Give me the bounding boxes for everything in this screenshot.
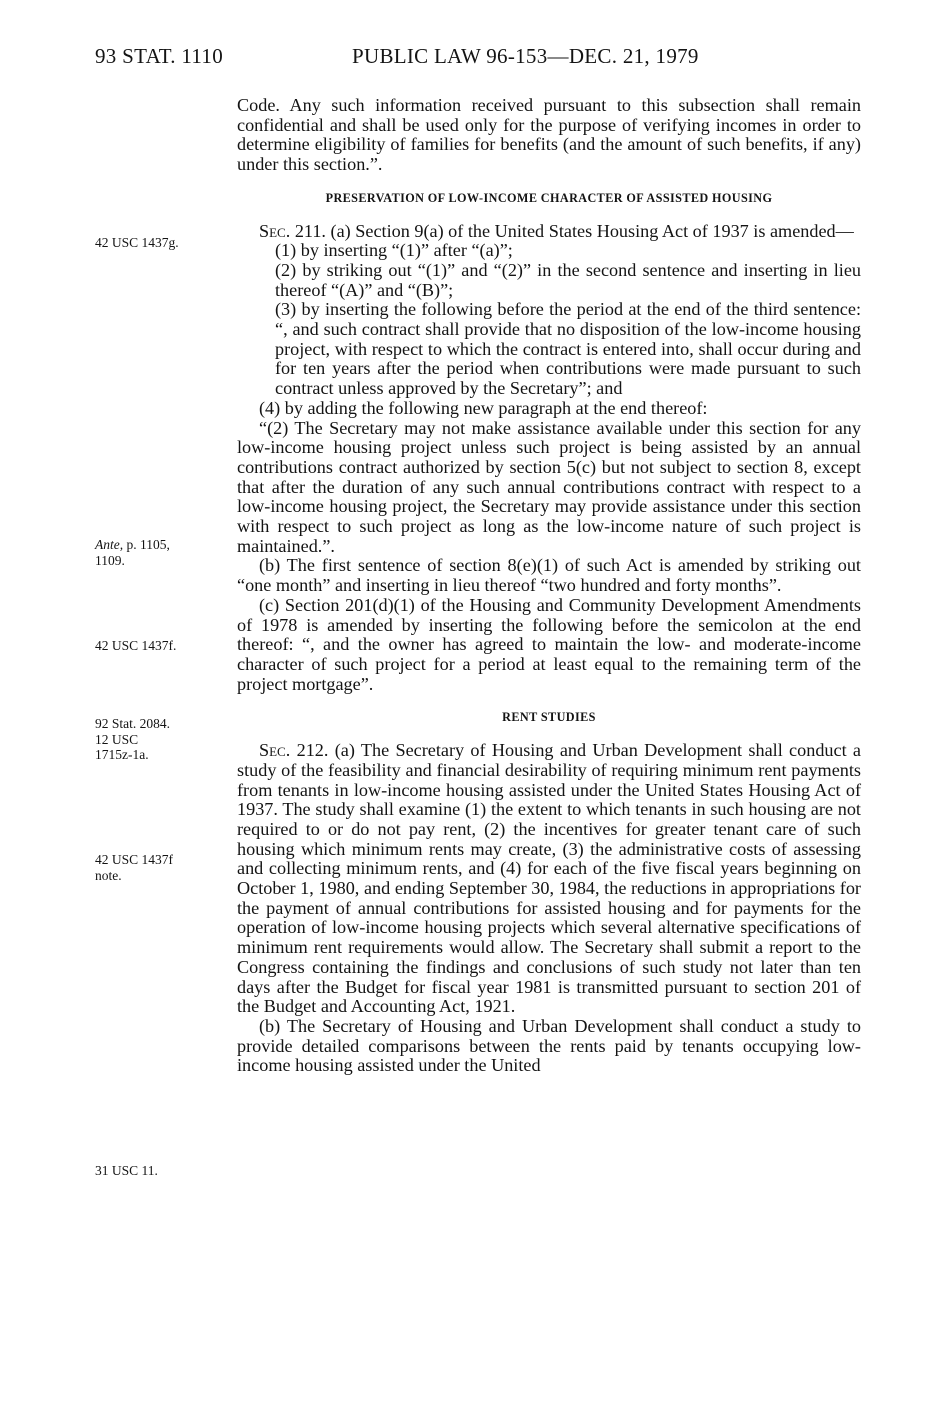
main-text-column bbox=[237, 96, 861, 1076]
section-heading-preservation: PRESERVATION OF LOW-INCOME CHARACTER OF ASSISTED HOUSING bbox=[325, 190, 773, 205]
quoted-paragraph bbox=[237, 419, 861, 557]
margin-note-1437f-line1: 42 USC 1437f bbox=[95, 852, 174, 867]
section-211-text: 211. (a) Section 9(a) of the United States Housing Act of 1937 is amended— bbox=[294, 220, 854, 241]
margin-note-42usc1437f-note bbox=[95, 852, 220, 883]
list-item-2 bbox=[275, 261, 861, 300]
section-heading-rent-studies: RENT STUDIES bbox=[502, 710, 596, 725]
margin-note-31usc11: 31 USC 11. bbox=[95, 1163, 158, 1178]
margin-note-92stat-line3: 1715z-1a. bbox=[95, 747, 149, 762]
quoted-paragraph-text: “(2) The Secretary may not make assistance available under this section for any low-income housing project unless such project is being assisted by an annual contributions contract authorized by section 5(c) but not subject to section 8, except that after the duration of any such annual contributions contract with respect to a low-income housing project, the Secretary may provide assistance under this section with respect to such project as long as the low-income nature of such project is maintained.”. bbox=[237, 417, 861, 556]
list-item-1 bbox=[275, 241, 861, 261]
sec-label: Sec. bbox=[259, 220, 291, 241]
margin-note-ante-italic: Ante, bbox=[95, 537, 124, 552]
sec-label: Sec. bbox=[259, 740, 291, 761]
margin-note-92stat-line1: 92 Stat. 2084. bbox=[95, 716, 171, 731]
list-item-4: (4) by adding the following new paragraph at the end thereof: bbox=[259, 397, 708, 418]
margin-note-1437f-line2: note. bbox=[95, 867, 122, 883]
subsection-c: (c) Section 201(d)(1) of the Housing and Community Development Amendments of 1978 is amended by inserting the following before the semicolon at the end thereof: “, and the owner has agreed to maintain the low- and moderate-income character of such project for a period at least equal to the remaining term of the project mortgage”. bbox=[237, 594, 861, 694]
section-212-a bbox=[237, 741, 861, 1017]
margin-note-ante-page2: 1109. bbox=[95, 552, 125, 568]
list-item-3 bbox=[275, 300, 861, 399]
page-header-title: PUBLIC LAW 96-153—DEC. 21, 1979 bbox=[352, 44, 699, 68]
list-item-2-text: (2) by striking out “(1)” and “(2)” in the second sentence and inserting in lieu thereof “(A)” and “(B)”; bbox=[275, 259, 861, 300]
section-212-text: 212. (a) The Secretary of Housing and Urban Development shall conduct a study of the feasibility and financial desirability of requiring minimum rent payments from tenants in low-income housing assisted under the United States Housing Act of 1937. The study shall examine (1) the extent to which tenants in such housing are not required to or do not pay rent, (2) the incentives for greater tenant care of such housing which minimum rents may create, (3) the administrative costs of assessing and collecting minimum rents, and (4) for each of the five fiscal years beginning on October 1, 1980, and ending September 30, 1984, the reductions in appropriations for the payment of annual contributions for assisted housing and for payments for the operation of low-income housing projects which several alternative specifications of minimum rent requirements would allow. The Secretary shall submit a report to the Congress containing the findings and conclusions of such study not later than ten days after the Budget for fiscal year 1981 is transmitted pursuant to section 201 of the Budget and Accounting Act, 1921. bbox=[237, 740, 862, 1017]
margin-note-ante-page: p. 1105, bbox=[126, 537, 170, 552]
list-item-1-text: (1) by inserting “(1)” after “(a)”; bbox=[275, 240, 513, 261]
margin-note-42usc1437g: 42 USC 1437g. bbox=[95, 235, 179, 250]
margin-note-92stat2084 bbox=[95, 716, 220, 763]
list-item-3-text: (3) by inserting the following before the period at the end of the third sentence: “, and such contract shall provide that no disposition of the low-income housing project, with respect to which the contract is entered into, shall occur during and for ten years after the period when contributions were made pursuant to such contract unless approved by the Secretary”; and bbox=[275, 299, 861, 399]
page-header-stat: 93 STAT. 1110 bbox=[95, 44, 224, 68]
subsection-b: (b) The first sentence of section 8(e)(1) of such Act is amended by striking out “one month” and inserting in lieu thereof “two hundred and forty months”. bbox=[237, 555, 861, 596]
section-212-b: (b) The Secretary of Housing and Urban Development shall conduct a study to provide detailed comparisons between the rents paid by tenants occupying low-income housing assisted under the United bbox=[237, 1015, 861, 1076]
section-211-intro bbox=[237, 222, 861, 242]
paragraph-continuation: Code. Any such information received pursuant to this subsection shall remain confidential and shall be used only for the purpose of verifying incomes in order to determine eligibility of families for benefits (and the amount of such benefits, if any) under this section.”. bbox=[237, 95, 861, 175]
margin-note-92stat-line2: 12 USC bbox=[95, 731, 139, 747]
margin-note-42usc1437f: 42 USC 1437f. bbox=[95, 638, 177, 653]
margin-note-ante bbox=[95, 537, 220, 568]
